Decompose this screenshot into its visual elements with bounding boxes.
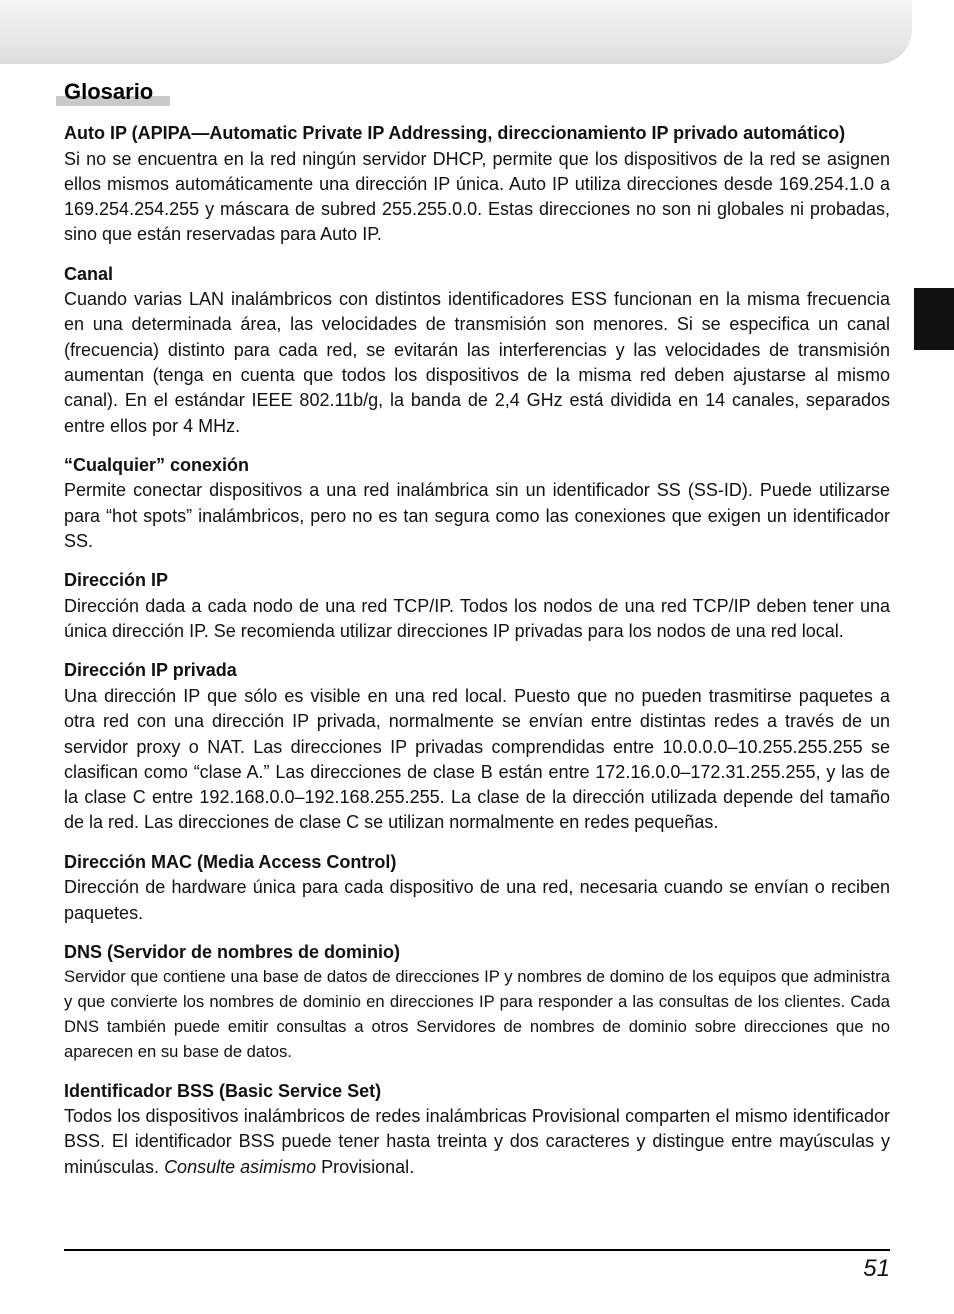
glossary-list (64, 121, 890, 1194)
glossary-term: Dirección IP (64, 570, 169, 591)
glossary-definition: Dirección dada a cada nodo de una red TCP/IP. Todos los nodos de una red TCP/IP deben tener una única dirección IP. Se recomienda utilizar direcciones IP privadas para los nodos de una red local. (64, 595, 890, 642)
glossary-definition: Permite conectar dispositivos a una red inalámbrica sin un identificador SS (SS-ID). Puede utilizarse para “hot spots” inalámbricos, pero no es tan segura como las conexiones que exigen un identificador SS. (64, 480, 890, 552)
glossary-entry-auto-ip (64, 121, 890, 248)
glossary-definition: Una dirección IP que sólo es visible en una red local. Puesto que no pueden trasmitirse paquetes a otra red con una dirección IP privada, normalmente se envían entre distintas redes a través de un servidor proxy o NAT. Las direcciones IP privadas comprendidas entre 10.0.0.0–10.255.255.255 se clasifican como “clase A.” Las direcciones de clase B están entre 172.16.0.0–172.31.255.255, y las de la clase C entre 192.168.0.0–192.168.255.255. La clase de la dirección utilizada depende del tamaño de la red. Las direcciones de clase C se utilizan normalmente en redes pequeñas. (64, 685, 890, 833)
header-band (0, 0, 912, 64)
glossary-term: DNS (Servidor de nombres de dominio) (64, 941, 401, 962)
page-title: Glosario (64, 79, 154, 104)
glossary-definition: Servidor que contiene una base de datos de direcciones IP y nombres de domino de los equipos que administra y que convierte los nombres de dominio en direcciones IP para responder a las consultas de los clientes. Cada DNS también puede emitir consultas a otros Servidores de nombres de dominio sobre direcciones que no aparecen en su base de datos. (64, 967, 890, 1061)
glossary-entry-direccion-ip-privada (64, 658, 890, 835)
section-tab-marker (914, 288, 954, 350)
glossary-definition-text: Todos los dispositivos inalámbricos de redes inalámbricas Provisional comparten el mismo identificador BSS. El identificador BSS puede tener hasta treinta y dos caracteres y distingue entre mayúsculas y minúsculas. (64, 1106, 890, 1177)
glossary-definition: Si no se encuentra en la red ningún servidor DHCP, permite que los dispositivos de la red se asignen ellos mismos automáticamente una dirección IP única. Auto IP utiliza direcciones desde 169.254.1.0 a 169.254.254.255 y máscara de subred 255.255.0.0. Estas direcciones no son ni globales ni probadas, sino que están reservadas para Auto IP. (64, 148, 890, 245)
glossary-entry-dns (64, 940, 890, 1065)
glossary-term: Dirección IP privada (64, 660, 237, 681)
glossary-term: “Cualquier” conexión (64, 454, 250, 475)
footer-divider (64, 1249, 890, 1251)
glossary-term: Canal (64, 263, 114, 284)
glossary-entry-direccion-ip (64, 568, 890, 644)
glossary-definition: Cuando varias LAN inalámbricos con distintos identificadores ESS funcionan en la misma frecuencia en una determinada área, las velocidades de transmisión son menores. Si se especifica un canal (frecuencia) distinto para cada red, se evitarán las interferencias y las velocidades de transmisión aumentan (tenga en cuenta que todos los dispositivos de la misma red deben ajustarse al mismo canal). En el estándar IEEE 802.11b/g, la banda de 2,4 GHz está dividida en 14 canales, separados entre ellos por 4 MHz. (64, 289, 890, 436)
glossary-term: Dirección MAC (Media Access Control) (64, 851, 397, 872)
glossary-entry-cualquier-conexion (64, 453, 890, 554)
glossary-definition: Todos los dispositivos inalámbricos de redes inalámbricas Provisional comparten el mismo identificador BSS. El identificador BSS puede tener hasta treinta y dos caracteres y distingue entre mayúsculas y minúsculas. Consulte asimismo Provisional. (64, 1106, 890, 1177)
glossary-definition: Dirección de hardware única para cada dispositivo de una red, necesaria cuando se envían o reciben paquetes. (64, 877, 890, 923)
glossary-entry-direccion-mac (64, 850, 890, 926)
page-title-block (56, 76, 153, 108)
see-also-label: Consulte asimismo (164, 1156, 317, 1177)
see-also-reference: Provisional (321, 1156, 410, 1177)
glossary-entry-identificador-bss (64, 1079, 890, 1180)
glossary-term: Identificador BSS (Basic Service Set) (64, 1080, 382, 1101)
glossary-entry-canal (64, 262, 890, 439)
glossary-term: Auto IP (APIPA—Automatic Private IP Addressing, direccionamiento IP privado automático) (64, 123, 846, 143)
page-number: 51 (863, 1255, 890, 1282)
